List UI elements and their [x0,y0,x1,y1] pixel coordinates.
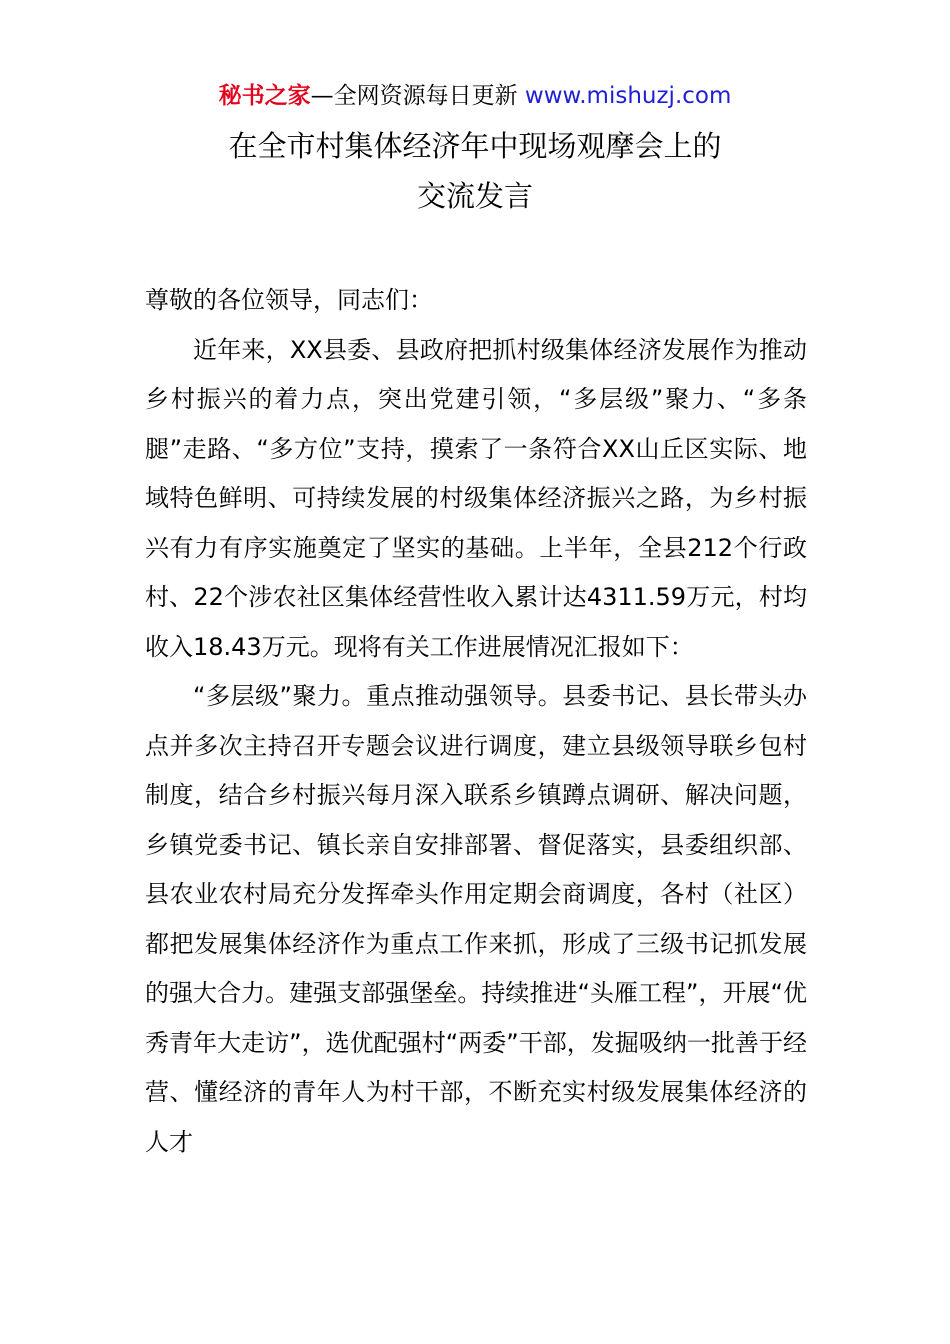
document-title-line-2: 交流发言 [416,179,533,213]
document-title-line-1: 在全市村集体经济年中现场观摩会上的 [228,129,722,163]
site-url-link[interactable]: www.mishuzj.com [524,83,732,109]
paragraph-intro: 近年来，XX县委、县政府把抓村级集体经济发展作为推动乡村振兴的着力点，突出党建引领，“多层级”聚力、“多条腿”走路、“多方位”支持，摸索了一条符合XX山丘区实际、地域特色鲜明、可持续发展的村级集体经济振兴之路，为乡村振兴有力有序实施奠定了坚实的基础。上半年，全县212个行政村、22个涉农社区集体经营性收入累计达4311.59万元，村均收入18.43万元。现将有关工作进展情况汇报如下： [145,335,807,661]
document-body [145,276,807,1167]
site-tagline: —全网资源每日更新 [310,83,525,109]
site-brand: 秘书之家 [218,83,311,109]
paragraph-multi-level: “多层级”聚力。重点推动强领导。县委书记、县长带头办点并多次主持召开专题会议进行调度，建立县级领导联乡包村制度，结合乡村振兴每月深入联系乡镇蹲点调研、解决问题，乡镇党委书记、镇长亲自安排部署、督促落实，县委组织部、县农业农村局充分发挥牵头作用定期会商调度，各村（社区）都把发展集体经济作为重点工作来抓，形成了三级书记抓发展的强大合力。建强支部强堡垒。持续推进“头雁工程”，开展“优秀青年大走访”，选优配强村“两委”干部，发掘吸纳一批善于经营、懂经济的青年人为村干部，不断充实村级发展集体经济的人才 [145,682,807,1156]
salutation: 尊敬的各位领导，同志们： [145,286,433,314]
site-header [0,80,950,112]
